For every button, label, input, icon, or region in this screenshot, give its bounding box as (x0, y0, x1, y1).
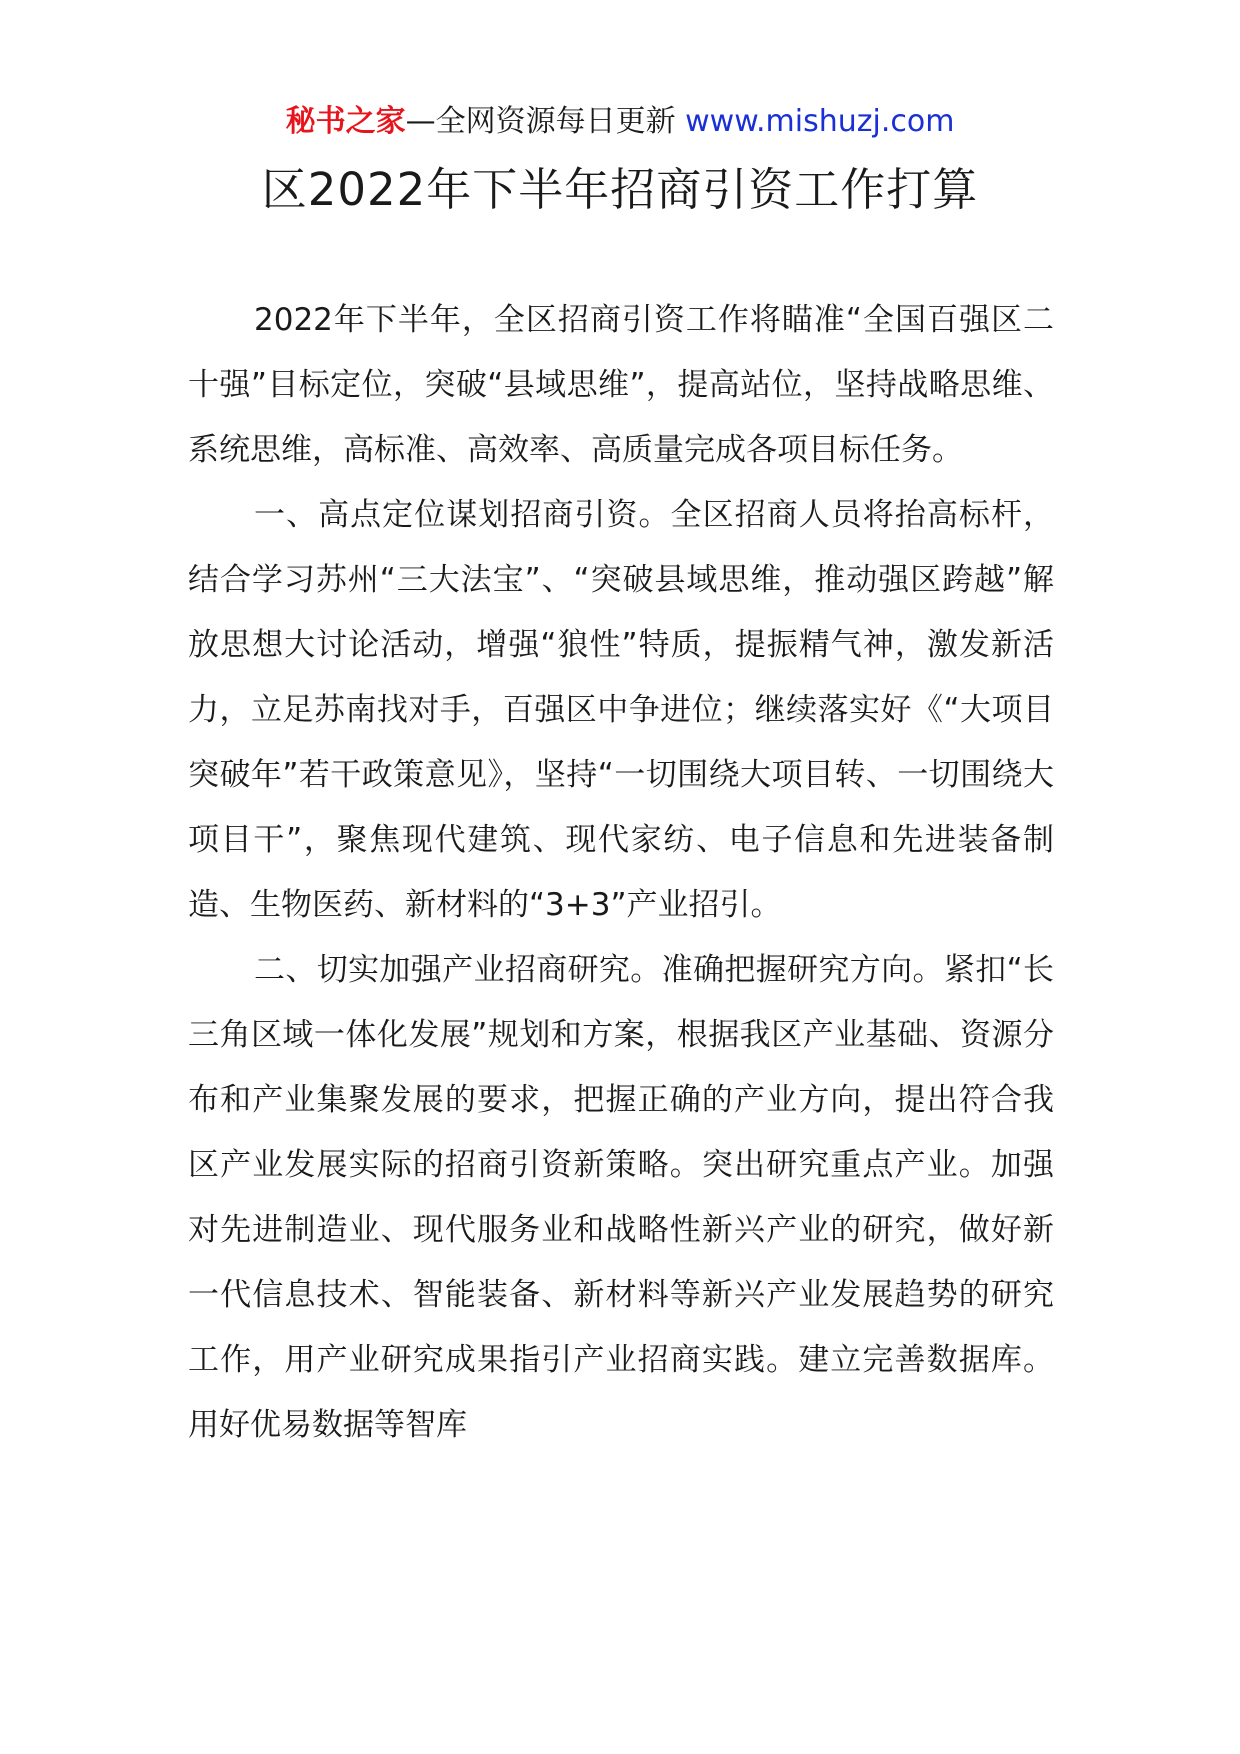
paragraph-section-2: 二、切实加强产业招商研究。准确把握研究方向。紧扣“长三角区域一体化发展”规划和方案，根据我区产业基础、资源分布和产业集聚发展的要求，把握正确的产业方向，提出符合我区产业发展实际的招商引资新策略。突出研究重点产业。加强对先进制造业、现代服务业和战略性新兴产业的研究，做好新一代信息技术、智能装备、新材料等新兴产业发展趋势的研究工作，用产业研究成果指引产业招商实践。建立完善数据库。用好优易数据等智库 (188, 952, 1054, 1443)
website-link[interactable]: www.mishuzj.com (685, 104, 955, 139)
document-body (188, 288, 1054, 1458)
document-title: 区2022年下半年招商引资工作打算 (261, 163, 979, 216)
paragraph-section-1: 一、高点定位谋划招商引资。全区招商人员将抬高标杆，结合学习苏州“三大法宝”、“突破县域思维，推动强区跨越”解放思想大讨论活动，增强“狼性”特质，提振精气神，激发新活力，立足苏南找对手，百强区中争进位；继续落实好《“大项目突破年”若干政策意见》，坚持“一切围绕大项目转、一切围绕大项目干”，聚焦现代建筑、现代家纺、电子信息和先进装备制造、生物医药、新材料的“3+3”产业招引。 (188, 497, 1054, 923)
brand-name: 秘书之家 (285, 104, 406, 139)
paragraph-intro: 2022年下半年，全区招商引资工作将瞄准“全国百强区二十强”目标定位，突破“县域思维”，提高站位，坚持战略思维、系统思维，高标准、高效率、高质量完成各项目标任务。 (188, 302, 1054, 468)
site-header (0, 100, 1240, 144)
header-tagline: —全网资源每日更新 (405, 104, 686, 139)
